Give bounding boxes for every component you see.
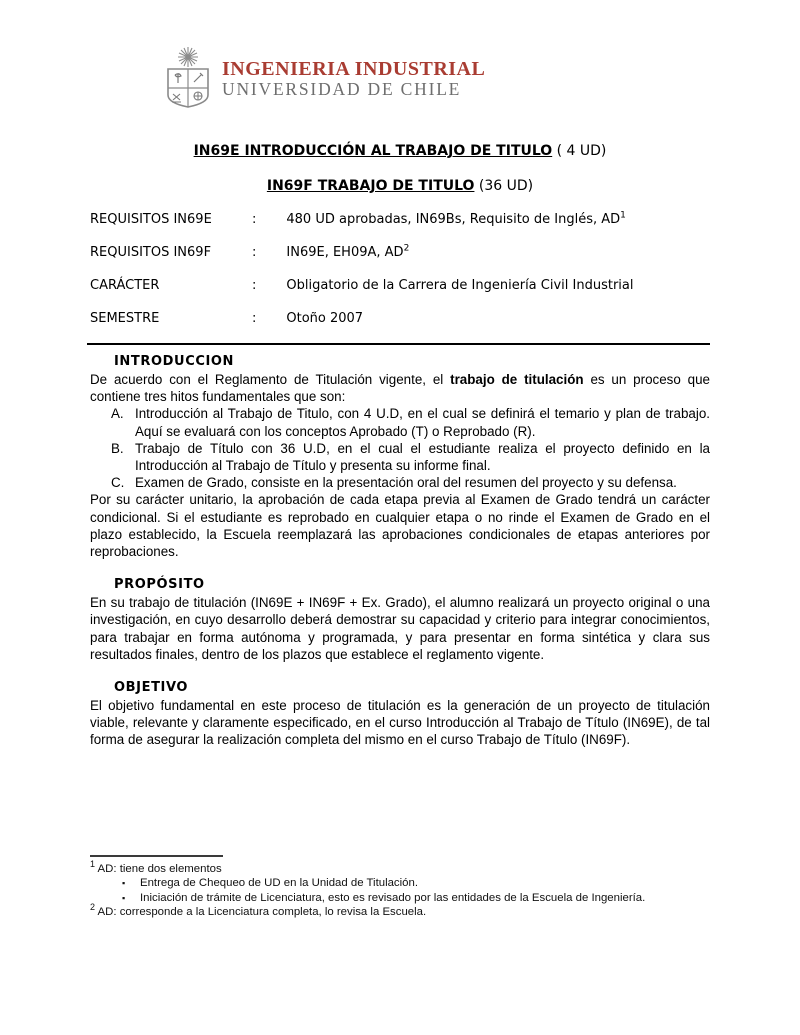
course-title-in69e (90, 143, 710, 160)
requisitos-in69f-row (90, 244, 710, 262)
requisitos-in69f-label: REQUISITOS IN69F (90, 245, 212, 260)
footnote-separator (90, 855, 223, 857)
proposito-heading: PROPÓSITO (114, 577, 205, 593)
colon: : (252, 278, 257, 293)
list-marker: B. (111, 440, 124, 456)
objetivo-paragraph: El objetivo fundamental en este proceso de titulación es la generación de un proyecto de titulación viable, relevante y claramente especificado, en el curso Introducción al Trabajo de Título (IN69E), de tal forma de asegurar la realización completa del mismo en el curso Trabajo de Título (IN69F). (90, 698, 710, 748)
intro-text-post: es un proceso que contiene tres hitos fundamentales que son: (90, 372, 710, 405)
footnote-2-text: AD: corresponde a la Licenciatura completa, lo revisa la Escuela. (95, 906, 427, 919)
list-marker: A. (111, 406, 124, 422)
footnote-ref-1: 1 (620, 210, 626, 221)
proposito-paragraph: En su trabajo de titulación (IN69E + IN69F + Ex. Grado), el alumno realizará un proyecto original o una investigación, en cuyo desarrollo deberá demostrar su capacidad y criterio para integrar conocimientos, para trabajar en forma autónoma y programada, y para presentar en forma sintética y clara sus resultados finales, dentro de los plazos que establece el reglamento vigente. (90, 595, 710, 662)
intro-text-pre: De acuerdo con el Reglamento de Titulación vigente, el (90, 372, 451, 387)
footnotes-block (90, 855, 710, 920)
university-logo (160, 45, 710, 109)
colon: : (252, 311, 257, 326)
introduccion-closing-paragraph: Por su carácter unitario, la aprobación de cada etapa previa al Examen de Grado tendrá un carácter condicional. Si el estudiante es reprobado en cualquier etapa o no rinde el Examen de Grado en el plazo establecido, la Escuela reemplazará las aprobaciones condicionales de etapas anteriores por reprobaciones. (90, 492, 710, 560)
objetivo-heading: OBJETIVO (114, 680, 189, 696)
footnote-2 (90, 902, 710, 920)
section-proposito (90, 577, 710, 663)
square-bullet-icon: ▪ (122, 892, 126, 903)
footnote-bullet-text: Iniciación de trámite de Licenciatura, esto es revisado por las entidades de la Escuela de Ingeniería. (140, 891, 646, 904)
course-title-in69e-ud: ( 4 UD) (552, 143, 607, 159)
semestre-value: Otoño 2007 (286, 311, 364, 326)
list-item (90, 440, 710, 474)
course-info-block (90, 211, 710, 328)
caracter-label: CARÁCTER (90, 278, 160, 293)
section-divider (87, 343, 710, 345)
section-objetivo (90, 680, 710, 749)
list-item-text: Trabajo de Título con 36 U.D, en el cual el estudiante realiza el proyecto definido en la Introducción al Trabajo de Título y presenta su informe final. (135, 440, 710, 474)
colon: : (252, 212, 257, 227)
logo-school-name: INGENIERIA INDUSTRIAL (222, 58, 486, 80)
hitos-list (90, 405, 710, 491)
footnote-1-ref: 1 (90, 858, 96, 869)
caracter-row (90, 277, 710, 295)
list-item-text: Examen de Grado, consiste en la presentación oral del resumen del proyecto y su defensa. (135, 475, 677, 491)
footnote-1 (90, 858, 710, 877)
course-title-in69f (90, 178, 710, 195)
list-marker: C. (111, 475, 125, 491)
semestre-label: SEMESTRE (90, 311, 160, 326)
list-item (90, 474, 710, 491)
footnote-bullet-item (90, 876, 710, 891)
footnote-ref-2: 2 (403, 243, 410, 254)
footnote-1-text: AD: tiene dos elementos (95, 862, 222, 875)
requisitos-in69e-value: 480 UD aprobadas, IN69Bs, Requisito de Inglés, AD (286, 212, 621, 227)
section-introduccion (90, 354, 710, 560)
introduccion-heading: INTRODUCCION (114, 354, 235, 369)
colon: : (252, 245, 257, 260)
course-title-in69f-text: IN69F TRABAJO DE TITULO (266, 178, 475, 194)
footnote-bullet-item (90, 891, 710, 906)
course-title-in69f-ud: (36 UD) (474, 178, 534, 194)
university-crest-icon (160, 45, 218, 109)
caracter-value: Obligatorio de la Carrera de Ingeniería Civil Industrial (286, 278, 634, 293)
requisitos-in69e-label: REQUISITOS IN69E (90, 212, 212, 227)
semestre-row (90, 310, 710, 328)
intro-text-bold: trabajo de titulación (450, 372, 584, 387)
requisitos-in69e-row (90, 211, 710, 229)
list-item-text: Introducción al Trabajo de Titulo, con 4 U.D, en el cual se definirá el temario y plan de trabajo. Aquí se evaluará con los conceptos Aprobado (T) o Reprobado (R). (135, 406, 710, 439)
introduccion-intro-paragraph (90, 371, 710, 405)
footnote-bullet-text: Entrega de Chequeo de UD en la Unidad de Titulación. (140, 877, 418, 890)
logo-text (222, 45, 485, 99)
logo-university-name: UNIVERSIDAD DE CHILE (222, 79, 462, 99)
footnote-2-ref: 2 (90, 902, 96, 913)
course-titles (90, 143, 710, 195)
square-bullet-icon: ▪ (122, 878, 126, 889)
requisitos-in69f-value: IN69E, EH09A, AD (286, 245, 404, 260)
list-item (90, 405, 710, 439)
course-title-in69e-text: IN69E INTRODUCCIÓN AL TRABAJO DE TITULO (193, 143, 553, 159)
